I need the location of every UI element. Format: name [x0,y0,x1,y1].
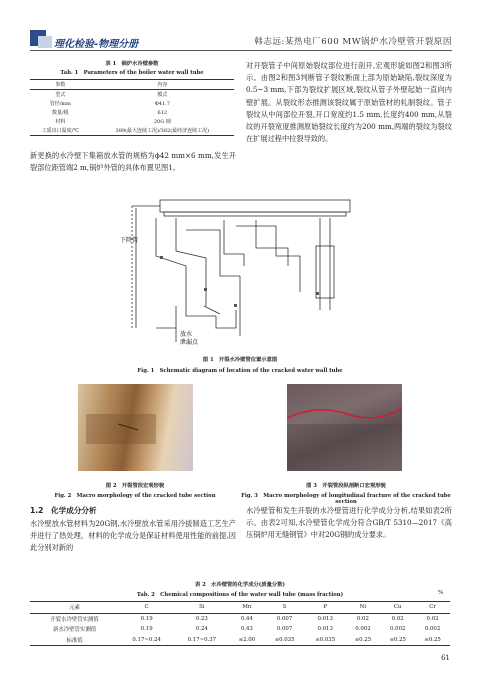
table-cell: ≤0.25 [415,635,450,646]
table-cell: 标准值 [30,635,119,646]
table-cell: 0.24 [195,626,208,633]
running-title: 韩志远:某热电厂600 MW锅炉水冷壁管开裂原因 [254,37,452,47]
header-rule [30,50,452,51]
table-row [30,99,234,108]
table2-caption-cn: 表 2 水冷壁管的化学成分(质量分数) [195,582,285,588]
table-header-cell: S [264,602,305,614]
table2-caption-en: Tab. 2 Chemical compositions of the water wall tube (mass fraction) [136,592,344,598]
paragraph-right-1: 对开裂管子中间原始裂纹部位进行剖开,宏观形貌如图2和图3所示。由图2和图3判断管子裂纹断面上部为原始缺陷,裂纹深度为0.5~3 mm,下部为裂纹扩展区域,裂纹从管子外壁起始一直向内壁扩展。从裂纹形态推测该裂纹属于原始管材的轧制裂纹。管子裂纹从中间部位开裂,开口宽度约1.5 mm,长度约400 mm,从裂纹的开裂宽度推测原始裂纹长度约为200 mm,两端的裂纹为裂纹在扩展过程中拉裂导致的。 [246,61,452,144]
table-header-cell: 参数 [30,80,91,90]
table-cell: Φ41.7 [154,100,170,107]
table-cell: 0.17~0.24 [119,635,174,646]
page-number: 61 [441,654,450,662]
table-row [30,635,450,646]
table-cell: 型式 [55,92,66,98]
table-header-cell: P [305,602,346,614]
figure3-photo-fracture [287,384,402,471]
table-row [30,108,234,117]
table-cell: 0.013 [317,626,333,633]
table-cell: 新水冷壁管实测值 [52,627,97,634]
table-cell: 数量/根 [51,110,69,116]
figure2-photo-cracked-tube [78,384,193,471]
table-header-cell: Mn [229,602,264,614]
paragraph-left-1: 新更换的水冷壁下集箱放水管的规格为ϕ42 mm×6 mm,发生开裂部位距管端2 m,锅炉外管的具体布置见图1。 [30,151,236,173]
figure2-caption-en: Fig. 2 Macro morphology of the cracked tube section [54,493,216,499]
figure1-caption-en: Fig. 1 Schematic diagram of location of the cracked water wall tube [137,368,343,374]
table-header-cell: Si [174,602,229,614]
label-downcomer: 下降管 [120,237,139,244]
table-cell: 0.002 [390,626,406,633]
table-cell: ≤0.035 [305,635,346,646]
section-title: 1.2 化学成分分析 [30,506,97,515]
table-header-row [30,602,450,614]
figure3-caption-en: Fig. 3 Macro morphology of longitudinal fracture of the cracked tube section [241,493,451,505]
table-header-cell: Ni [346,602,381,614]
label-leak-point: 泄漏点 [180,339,199,346]
table2 [30,601,450,646]
table-cell: 材料 [55,119,66,125]
table-header-cell: 元素 [30,602,119,614]
figure1-caption-cn: 图 1 开裂水冷壁管位置示意图 [202,357,278,363]
table-header-cell: 内容 [91,80,234,90]
table-cell: 开裂水冷壁管实测值 [50,616,99,623]
table-cell: 389(最大连续工况)/382(最经济连续工况) [91,126,234,136]
table-cell: 管径/mm [49,101,71,107]
journal-logo-accent [38,36,52,48]
table-cell: 膜式 [157,92,168,98]
paragraph-right-2: 水冷壁管和发生开裂的水冷壁管进行化学成分分析,结果如表2所示。由表2可知,水冷壁管化学成分符合GB/T 5310—2017《高压锅炉用无缝钢管》中对20G钢的成分要求。 [246,506,452,540]
table-cell: 0.007 [276,615,293,622]
table-cell: 0.002 [424,626,441,633]
table-row [30,624,450,635]
table-row [30,117,234,126]
table-cell: 0.17~0.37 [174,635,229,646]
figure3-caption-cn: 图 3 开裂管段纵剖断口宏观形貌 [306,483,386,489]
table-header-row [30,80,234,90]
steam-drum [160,200,350,212]
table-row [30,90,234,100]
table-cell: 0.44 [240,615,253,622]
table-cell: ≤0.25 [380,635,415,646]
label-drain: 放水 [180,331,193,338]
table-cell: 0.23 [195,615,208,622]
table-header-cell: C [119,602,174,614]
paragraph-left-2: 水冷壁放水管材料为20G钢,水冷壁放水管采用冷拔制造工艺生产并进行了热处理。材料的化学成分是保证材料使用性能的前提,因此分别对新的 [30,519,236,553]
figure1-schematic [116,196,368,346]
table-cell: 0.007 [276,626,293,633]
table-cell: 0.43 [240,626,253,633]
table-header-cell: Cr [415,602,450,614]
table-cell: 工质出口温度/℃ [30,126,91,136]
table-header-cell: Cu [380,602,415,614]
table-cell: 0.02 [391,615,404,622]
table1 [30,79,234,136]
table-cell: ≤2.00 [229,635,264,646]
table-cell: 612 [157,109,168,116]
figure2-caption-cn: 图 2 开裂管段宏观形貌 [105,483,165,489]
table1-caption-en: Tab. 1 Parameters of the boiler water wall tube [60,70,204,76]
table-cell: 20G 钢 [153,119,171,125]
table-row [30,126,234,136]
table-cell: 0.013 [317,615,333,622]
table-cell: 0.002 [355,626,371,633]
table-cell: 0.02 [356,615,369,622]
table-cell: 0.19 [140,626,153,633]
table-cell: ≤0.25 [346,635,381,646]
table1-caption-cn: 表 1 锅炉水冷壁参数 [105,61,159,67]
table-cell: 0.02 [426,615,439,622]
table-cell: ≤0.035 [264,635,305,646]
journal-brand: 理化检验-物理分册 [54,39,139,50]
table-row [30,613,450,624]
table2-unit: % [438,590,444,596]
table-cell: 0.19 [140,615,153,622]
